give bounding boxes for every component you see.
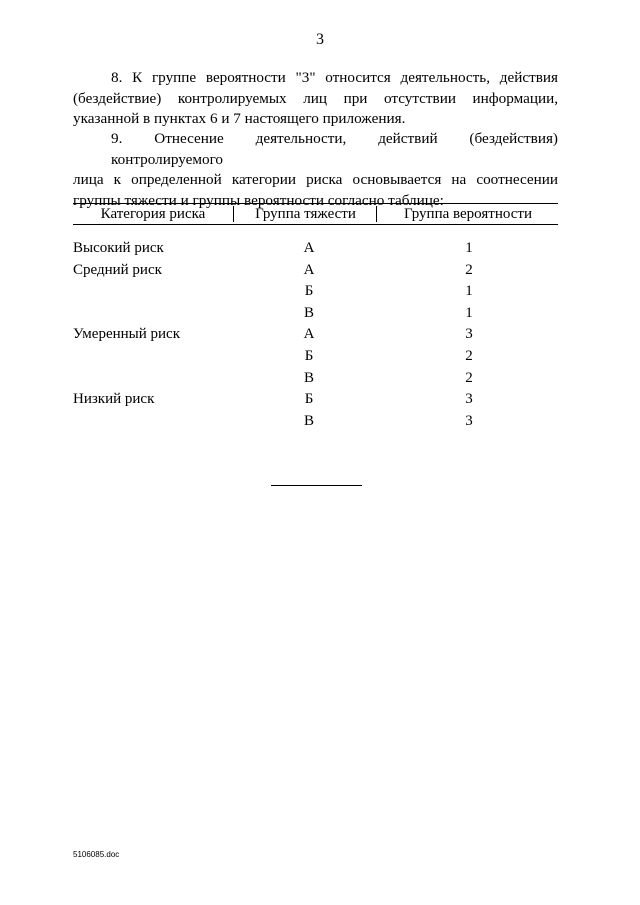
- severity-group-cell: А: [303, 240, 315, 256]
- risk-category-cell: Высокий риск: [73, 240, 164, 256]
- risk-category-table: [73, 203, 558, 429]
- table-row: [73, 238, 558, 259]
- severity-group-cell: А: [303, 326, 315, 343]
- risk-category-cell: Умеренный риск: [73, 326, 180, 343]
- severity-group-cell: В: [303, 412, 314, 429]
- table-row: [73, 303, 558, 324]
- probability-group-cell: 1: [465, 304, 473, 321]
- probability-group-cell: 3: [465, 326, 473, 343]
- probability-group-cell: 2: [465, 348, 473, 364]
- severity-group-cell: В: [303, 304, 314, 321]
- header-severity-group: Группа тяжести: [233, 206, 377, 222]
- paragraph-line: группы тяжести и группы вероятности согласно таблице:: [73, 191, 444, 209]
- table-row: [73, 281, 558, 302]
- probability-group-cell: 2: [465, 369, 473, 386]
- paragraph-line: (бездействие) контролируемых лиц при отсутствии информации,: [73, 89, 558, 107]
- probability-group-cell: 2: [465, 261, 473, 278]
- paragraph-line: лица к определенной категории риска основывается на соотнесении: [73, 171, 558, 188]
- probability-group-cell: 3: [465, 412, 473, 429]
- table-row: [73, 389, 558, 410]
- table-row: [73, 260, 558, 281]
- paragraph-9: [73, 129, 558, 211]
- probability-group-cell: 1: [465, 283, 473, 300]
- severity-group-cell: Б: [304, 391, 314, 408]
- page-number: 3: [316, 31, 324, 48]
- separator-line: [271, 485, 362, 486]
- probability-group-cell: 1: [465, 240, 473, 256]
- severity-group-cell: Б: [304, 283, 314, 300]
- paragraph-line: указанной в пунктах 6 и 7 настоящего приложения.: [73, 110, 406, 127]
- table-row: [73, 324, 558, 345]
- header-probability-group: Группа вероятности: [376, 206, 559, 222]
- probability-group-cell: 3: [465, 391, 473, 408]
- table-header: [73, 203, 558, 225]
- header-risk-category: Категория риска: [100, 206, 206, 222]
- table-row: [73, 346, 558, 367]
- severity-group-cell: А: [303, 261, 315, 278]
- paragraph-line: 9. Отнесение деятельности, действий (бездействия) контролируемого: [111, 130, 558, 168]
- table-row: [73, 368, 558, 389]
- severity-group-cell: В: [303, 369, 314, 386]
- severity-group-cell: Б: [304, 348, 314, 364]
- table-row: [73, 411, 558, 432]
- risk-category-cell: Низкий риск: [73, 391, 155, 408]
- document-filename: 5106085.doc: [73, 850, 120, 859]
- risk-category-cell: Средний риск: [73, 261, 162, 278]
- paragraph-8: [73, 68, 558, 130]
- paragraph-line: 8. К группе вероятности "3" относится деятельность, действия: [111, 69, 558, 86]
